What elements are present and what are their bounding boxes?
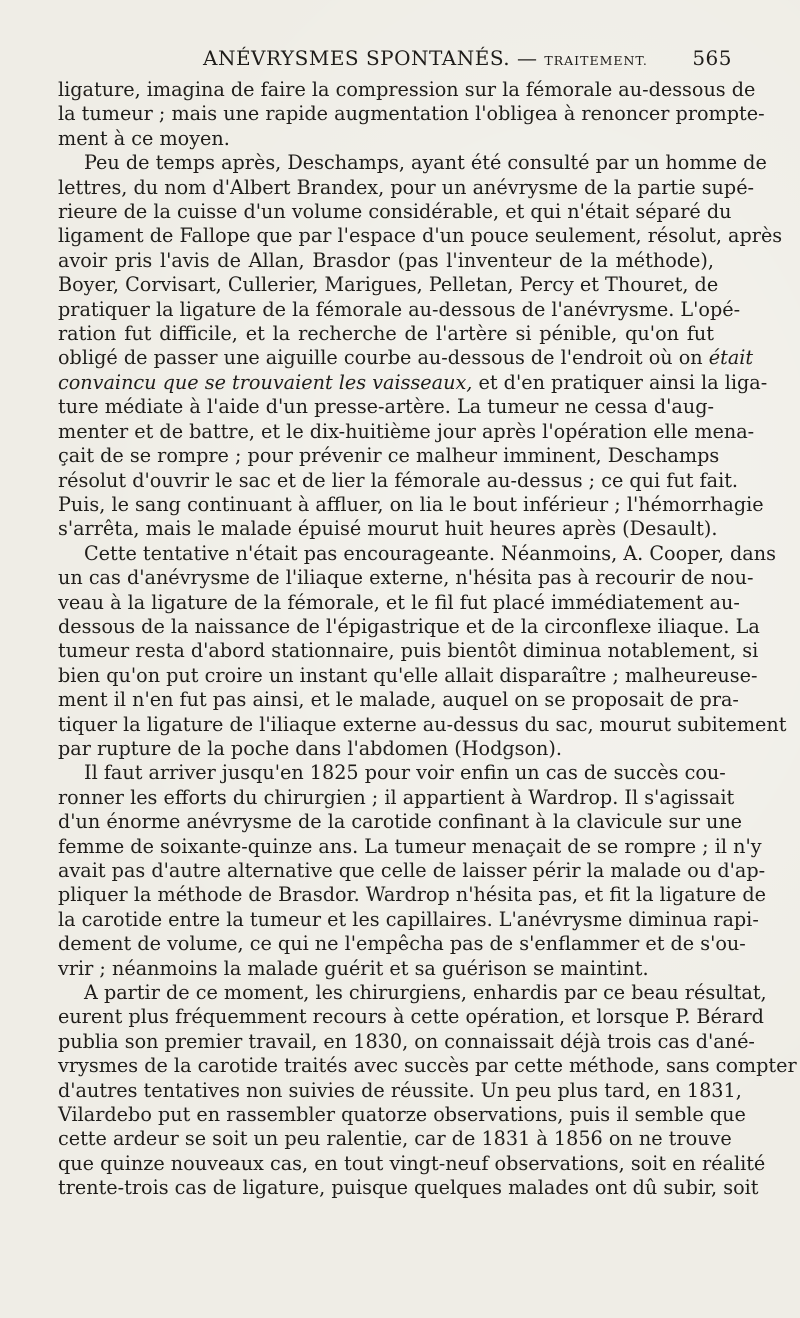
text-line-content: ment il n'en fut pas ainsi, et le malade, auquel on se proposait de pra- bbox=[58, 688, 739, 712]
text-line-content: publia son premier travail, en 1830, on connaissait déjà trois cas d'ané- bbox=[58, 1029, 755, 1053]
text-line bbox=[58, 1029, 755, 1054]
text-line bbox=[58, 297, 741, 322]
text-line bbox=[58, 175, 755, 200]
body-text bbox=[58, 78, 797, 1201]
text-line bbox=[58, 785, 735, 810]
text-line bbox=[58, 810, 743, 834]
text-line-content: avoir pris l'avis de Allan, Brasdor (pas l'inventeur de la méthode), bbox=[58, 248, 714, 272]
text-line-content: Cette tentative n'était pas encourageante. Néanmoins, A. Cooper, dans bbox=[84, 541, 776, 565]
text-line-content: dement de volume, ce qui ne l'empêcha pas de s'enflammer et de s'ou- bbox=[58, 932, 746, 956]
text-line-content: veau à la ligature de la fémorale, et le fil fut placé immédiatement au- bbox=[58, 590, 740, 614]
text-line bbox=[58, 151, 767, 175]
text-line-content: la tumeur ; mais une rapide augmentation l'obligea à renoncer prompte- bbox=[58, 102, 765, 126]
text-line-content: menter et de battre, et le dix-huitième jour après l'opération elle mena- bbox=[58, 419, 755, 443]
text-line bbox=[58, 957, 714, 981]
text-line bbox=[58, 883, 766, 907]
text-line-content: pliquer la méthode de Brasdor. Wardrop n'hésita pas, et fit la ligature de bbox=[58, 883, 766, 907]
text-line-content: avait pas d'autre alternative que celle de laisser périr la malade ou d'ap- bbox=[58, 859, 766, 882]
text-line-content: la carotide entre la tumeur et les capillaires. L'anévrysme diminua rapi- bbox=[58, 907, 759, 931]
text-line-content: Vilardebo put en rassembler quatorze observations, puis il semble que bbox=[58, 1103, 746, 1127]
text-line bbox=[58, 1103, 746, 1127]
text-line-content: que quinze nouveaux cas, en tout vingt-neuf observations, soit en réalité bbox=[58, 1151, 766, 1175]
text-line bbox=[58, 834, 762, 859]
text-line bbox=[58, 395, 714, 419]
running-header bbox=[58, 46, 732, 78]
text-line bbox=[58, 273, 719, 297]
text-line-content: pratiquer la ligature de la fémorale au-dessous de l'anévrysme. L'opé- bbox=[58, 297, 741, 321]
text-line-content: tiquer la ligature de l'iliaque externe au-dessus du sac, mourut subitement bbox=[58, 712, 787, 736]
text-line-content: ment à ce moyen. bbox=[58, 126, 230, 150]
text-line bbox=[58, 492, 764, 517]
text-line bbox=[58, 859, 766, 883]
text-line bbox=[58, 1005, 764, 1029]
text-line bbox=[58, 639, 759, 663]
text-line bbox=[58, 566, 754, 590]
text-line bbox=[58, 688, 739, 712]
page-number: 565 bbox=[692, 46, 732, 70]
text-line bbox=[58, 444, 720, 468]
text-line bbox=[58, 200, 732, 224]
text-line bbox=[58, 102, 765, 126]
text-line-content: tumeur resta d'abord stationnaire, puis bientôt diminua notablement, si bbox=[58, 639, 759, 663]
text-line bbox=[58, 1127, 732, 1151]
text-line bbox=[58, 370, 768, 395]
text-line-content: cette ardeur se soit un peu ralentie, car de 1831 à 1856 on ne trouve bbox=[58, 1127, 732, 1151]
text-line bbox=[58, 1176, 759, 1200]
text-line bbox=[58, 932, 746, 956]
text-line bbox=[58, 224, 783, 248]
text-line-content: A partir de ce moment, les chirurgiens, enhardis par ce beau résultat, bbox=[84, 981, 767, 1005]
text-line bbox=[58, 541, 776, 566]
italic-phrase: convaincu que se trouvaient les vaisseaux, bbox=[58, 370, 473, 394]
text-line bbox=[58, 346, 754, 370]
text-line-content: çait de se rompre ; pour prévenir ce malheur imminent, Deschamps bbox=[58, 444, 720, 468]
text-line-content: femme de soixante-quinze ans. La tumeur menaçait de se rompre ; il n'y bbox=[58, 834, 762, 858]
text-line-content: et d'en pratiquer ainsi la liga- bbox=[478, 370, 768, 394]
text-line bbox=[58, 614, 760, 639]
text-line-content: d'autres tentatives non suivies de réussite. Un peu plus tard, en 1831, bbox=[58, 1078, 742, 1102]
text-line-content: trente-trois cas de ligature, puisque quelques malades ont dû subir, soit bbox=[58, 1176, 759, 1200]
text-line-content: ture médiate à l'aide d'un presse-artère. La tumeur ne cessa d'aug- bbox=[58, 395, 714, 419]
text-line-content: ration fut difficile, et la recherche de l'artère si pénible, qu'on fut bbox=[58, 322, 714, 346]
text-line-content: ligature, imagina de faire la compression sur la fémorale au-dessous de bbox=[58, 78, 756, 101]
running-title-section: TRAITEMENT. bbox=[544, 53, 648, 68]
text-line-content: eurent plus fréquemment recours à cette opération, et lorsque P. Bérard bbox=[58, 1005, 764, 1029]
text-line bbox=[58, 517, 718, 541]
text-line-content: Il faut arriver jusqu'en 1825 pour voir enfin un cas de succès cou- bbox=[84, 761, 726, 785]
text-line-content: Puis, le sang continuant à affluer, on lia le bout inférieur ; l'hémorrhagie bbox=[58, 492, 764, 516]
text-line bbox=[58, 981, 767, 1005]
text-line-content: ligament de Fallope que par l'espace d'un pouce seulement, résolut, après bbox=[58, 224, 783, 248]
text-line-content: par rupture de la poche dans l'abdomen (Hodgson). bbox=[58, 736, 562, 760]
text-line-content: dessous de la naissance de l'épigastrique et de la circonflexe iliaque. La bbox=[58, 614, 760, 638]
text-line-content: rieure de la cuisse d'un volume considérable, et qui n'était séparé du bbox=[58, 200, 732, 224]
italic-phrase: était bbox=[708, 346, 754, 370]
text-line bbox=[58, 761, 726, 785]
text-line-content: Boyer, Corvisart, Cullerier, Marigues, Pelletan, Percy et Thouret, de bbox=[58, 273, 719, 297]
text-line-content: Peu de temps après, Deschamps, ayant été consulté par un homme de bbox=[84, 151, 767, 175]
text-line-content: lettres, du nom d'Albert Brandex, pour un anévrysme de la partie supé- bbox=[58, 175, 755, 199]
text-line-content: un cas d'anévrysme de l'iliaque externe, n'hésita pas à recourir de nou- bbox=[58, 566, 754, 590]
text-line bbox=[58, 419, 755, 444]
text-line bbox=[58, 468, 739, 493]
text-line-content: d'un énorme anévrysme de la carotide confinant à la clavicule sur une bbox=[58, 810, 743, 834]
text-line bbox=[58, 590, 740, 615]
text-line-content: bien qu'on put croire un instant qu'elle allait disparaître ; malheureuse- bbox=[58, 663, 758, 687]
text-line bbox=[58, 712, 787, 737]
text-line bbox=[58, 127, 714, 151]
text-line-content: résolut d'ouvrir le sac et de lier la fémorale au-dessus ; ce qui fut fait. bbox=[58, 468, 739, 492]
text-line bbox=[58, 1054, 797, 1078]
text-line bbox=[58, 249, 714, 273]
running-title bbox=[203, 46, 648, 70]
text-line bbox=[58, 907, 759, 932]
text-line-content: obligé de passer une aiguille courbe au-dessous de l'endroit où on bbox=[58, 346, 703, 370]
text-line bbox=[58, 78, 756, 102]
running-title-main: ANÉVRYSMES SPONTANÉS. — bbox=[203, 46, 538, 70]
text-line bbox=[58, 322, 714, 346]
text-line bbox=[58, 737, 714, 761]
text-line bbox=[58, 1078, 742, 1103]
text-line-content: vrir ; néanmoins la malade guérit et sa guérison se maintint. bbox=[58, 956, 649, 980]
text-line bbox=[58, 1151, 766, 1176]
text-line-content: s'arrêta, mais le malade épuisé mourut huit heures après (Desault). bbox=[58, 517, 718, 541]
text-line-content: ronner les efforts du chirurgien ; il appartient à Wardrop. Il s'agissait bbox=[58, 785, 735, 809]
text-line-content: vrysmes de la carotide traités avec succès par cette méthode, sans compter bbox=[58, 1054, 797, 1078]
text-line bbox=[58, 663, 758, 688]
